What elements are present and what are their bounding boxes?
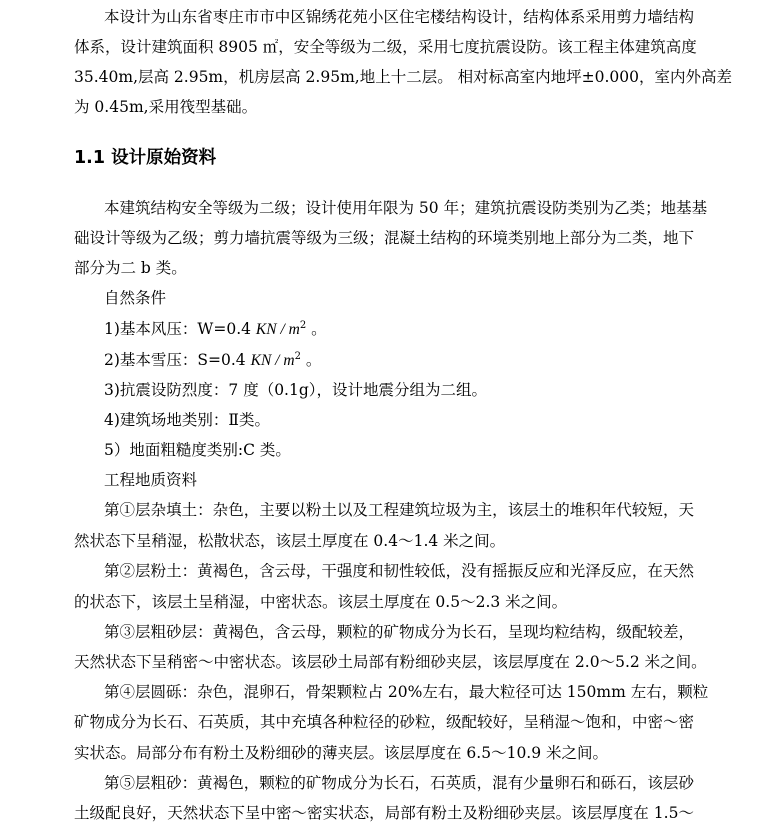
snow-unit-m: m — [283, 352, 295, 369]
layer5-line-2: 土级配良好，天然状态下呈中密～密实状态，局部有粉土及粉细砂夹层。该层厚度在 1.5～ — [74, 804, 694, 822]
site-category-item: 4)建筑场地类别：Ⅱ类。 — [104, 411, 270, 429]
intro-line-4: 为 0.45m,采用筏型基础。 — [74, 98, 258, 116]
snow-unit-exp: 2 — [294, 351, 301, 362]
para1-line-2: 础设计等级为乙级；剪力墙抗震等级为三级；混凝土结构的环境类别地上部分为二类，地下 — [74, 229, 695, 247]
snow-prefix: 2)基本雪压：S=0.4 — [104, 351, 246, 369]
wind-unit-kn: KN — [255, 321, 277, 338]
layer4-line-2: 矿物成分为长石、石英质，其中充填各种粒径的砂粒，级配较好，呈稍湿～饱和，中密～密 — [74, 713, 695, 731]
layer5-line-1: 第⑤层粗砂：黄褐色，颗粒的矿物成分为长石，石英质，混有少量卵石和砾石，该层砂 — [104, 774, 694, 792]
wind-unit-m: m — [288, 321, 300, 338]
layer3-line-2: 天然状态下呈稍密～中密状态。该层砂土局部有粉细砂夹层，该层厚度在 2.0～5.2 米之间。 — [74, 653, 707, 671]
roughness-category-item: 5）地面粗糙度类别:C 类。 — [104, 441, 291, 459]
section-heading: 1.1 设计原始资料 — [74, 148, 217, 168]
intro-line-1: 本设计为山东省枣庄市市中区锦绣花苑小区住宅楼结构设计，结构体系采用剪力墙结构 — [104, 8, 694, 26]
intro-line-2: 体系，设计建筑面积 8905 ㎡，安全等级为二级，采用七度抗震设防。该工程主体建筑高度 — [74, 38, 697, 56]
wind-pressure-item — [104, 319, 694, 340]
natural-conditions-title: 自然条件 — [104, 289, 167, 307]
layer4-line-1: 第④层圆砾：杂色，混卵石，骨架颗粒占 20%左右，最大粒径可达 150mm 左右，颗粒 — [104, 683, 709, 701]
wind-unit-slash: / — [276, 321, 289, 338]
layer2-line-1: 第②层粉土：黄褐色，含云母，干强度和韧性较低，没有摇振反应和光泽反应，在天然 — [104, 562, 694, 580]
seismic-intensity-item: 3)抗震设防烈度：7 度（0.1g），设计地震分组为二组。 — [104, 381, 488, 399]
geology-title: 工程地质资料 — [104, 471, 198, 489]
snow-unit-slash: / — [271, 352, 284, 369]
wind-suffix: 。 — [306, 320, 327, 338]
wind-unit-exp: 2 — [299, 320, 307, 331]
snow-unit-kn: KN — [250, 352, 272, 369]
para1-line-3: 部分为二 b 类。 — [74, 259, 187, 277]
para1-line-1: 本建筑结构安全等级为二级；设计使用年限为 50 年；建筑抗震设防类别为乙类；地基基 — [104, 199, 708, 217]
intro-line-3: 35.40m,层高 2.95m，机房层高 2.95m,地上十二层。 相对标高室内地坪±0.000，室内外高差 — [74, 68, 732, 86]
layer1-line-2: 然状态下呈稍湿，松散状态，该层土厚度在 0.4～1.4 米之间。 — [74, 532, 506, 550]
layer2-line-2: 的状态下，该层土呈稍湿，中密状态。该层土厚度在 0.5～2.3 米之间。 — [74, 593, 568, 611]
layer1-line-1: 第①层杂填土：杂色，主要以粉土以及工程建筑垃圾为主，该层土的堆积年代较短，天 — [104, 501, 694, 519]
layer3-line-1: 第③层粗砂层：黄褐色，含云母，颗粒的矿物成分为长石，呈现均粒结构，级配较差， — [104, 623, 694, 641]
snow-suffix: 。 — [300, 351, 322, 369]
snow-pressure-item — [104, 350, 694, 371]
wind-prefix: 1)基本风压：W=0.4 — [104, 320, 251, 338]
layer4-line-3: 实状态。局部分布有粉土及粉细砂的薄夹层。该层厚度在 6.5～10.9 米之间。 — [74, 744, 609, 762]
